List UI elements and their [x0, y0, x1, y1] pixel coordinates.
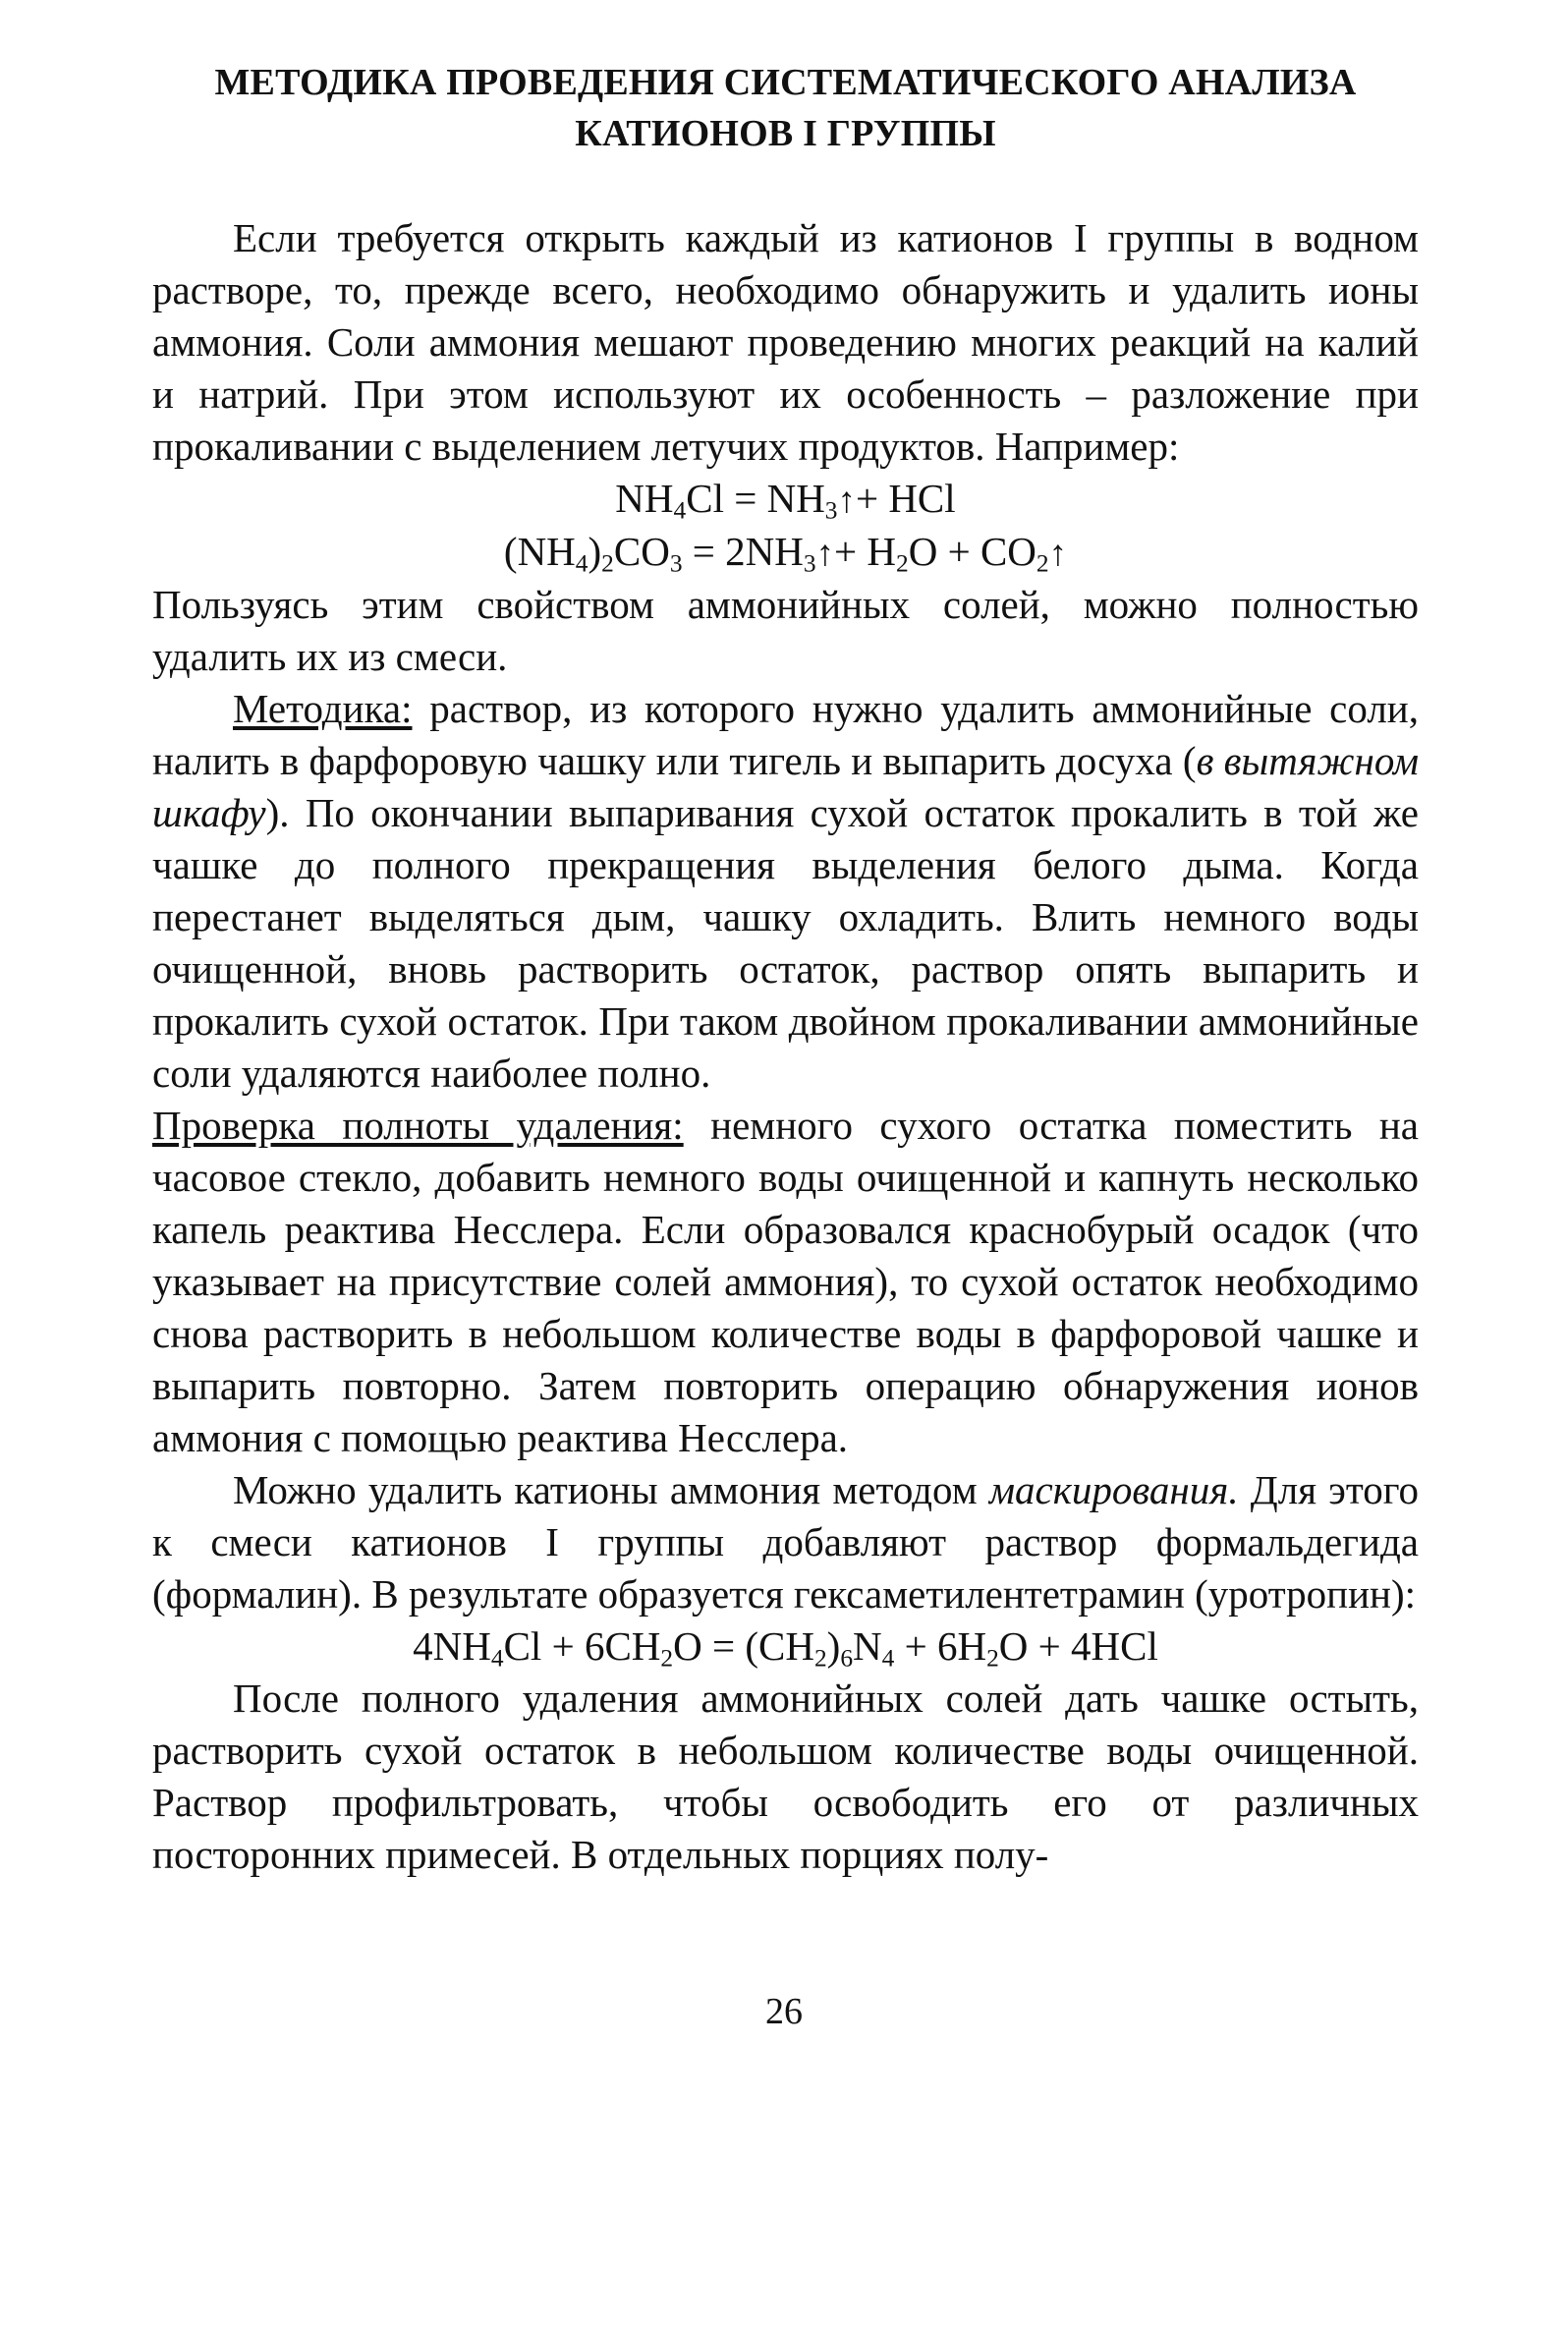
up-arrow-icon: ↑	[815, 533, 835, 573]
title-line-1: МЕТОДИКА ПРОВЕДЕНИЯ СИСТЕМАТИЧЕСКОГО АНАЛИЗА	[214, 62, 1357, 103]
up-arrow-icon: ↑	[1048, 533, 1068, 573]
equation-urotropine: $4NH_4Cl + 6CH_2O = (CH_2)_6N_4 + 6H_2O + 4HCl$	[413, 1623, 1158, 1673]
paragraph-masking: Можно удалить катионы аммония методом маскирования. Для этого к смеси катионов I группы добавляют раствор формальдегида (формалин). В результате образуется гексаметилентетрамин (уротропин):	[152, 1467, 1419, 1617]
up-arrow-icon: ↑	[837, 480, 856, 520]
equation-ammonium-carbonate: $(NH_4)_2CO_3$ = $2NH_3↑+ H_2O$ + $CO_2↑$	[503, 529, 1068, 578]
paragraph-intro: Если требуется открыть каждый из катионов I группы в водном растворе, то, прежде всего, необходимо обнаружить и удалить ионы аммония. Соли аммония мешают проведению многих реакций на калий и натрий. При этом используют их особенность – разложение при прокаливании с выделением летучих продуктов. Например:	[152, 215, 1419, 469]
title-line-2: КАТИОНОВ I ГРУППЫ	[575, 113, 996, 154]
masking-term: маскирования.	[988, 1467, 1239, 1512]
paragraph-property: Пользуясь этим свойством аммонийных солей, можно полностью удалить их из смеси.	[152, 582, 1419, 679]
method-label: Методика:	[233, 686, 413, 731]
fume-hood-note: в вытяжном шкафу	[152, 738, 1419, 835]
check-label: Проверка полноты удаления:	[152, 1103, 684, 1148]
page-title	[152, 57, 1419, 159]
paragraph-final: После полного удаления аммонийных солей дать чашке остыть, растворить сухой остаток в небольшом количестве воды очищенной. Раствор профильтровать, чтобы освободить его от различных посторонних примесей. В отдельных порциях полу-	[152, 1676, 1419, 1877]
paragraph-method: Методика: раствор, из которого нужно удалить аммонийные соли, налить в фарфоровую чашку или тигель и выпарить досуха (в вытяжном шкафу). По окончании выпаривания сухой остаток прокалить в той же чашке до полного прекращения выделения белого дыма. Когда перестанет выделяться дым, чашку охладить. Влить немного воды очищенной, вновь растворить остаток, раствор опять выпарить и прокалить сухой остаток. При таком двойном прокаливании аммонийные соли удаляются наиболее полно.	[152, 686, 1419, 1096]
paragraph-check: Проверка полноты удаления: немного сухого остатка поместить на часовое стекло, добавить немного воды очищенной и капнуть несколько капель реактива Несслера. Если образовался краснобурый осадок (что указывает на присутствие солей аммония), то сухой остаток необходимо снова растворить в небольшом количестве воды в фарфоровой чашке и выпарить повторно. Затем повторить операцию обнаружения ионов аммония с помощью реактива Несслера.	[152, 1103, 1419, 1460]
equation-ammonium-chloride: $NH_4Cl$ = $NH_3↑+$ HCl	[615, 476, 956, 525]
page-number: 26	[765, 1991, 803, 2032]
